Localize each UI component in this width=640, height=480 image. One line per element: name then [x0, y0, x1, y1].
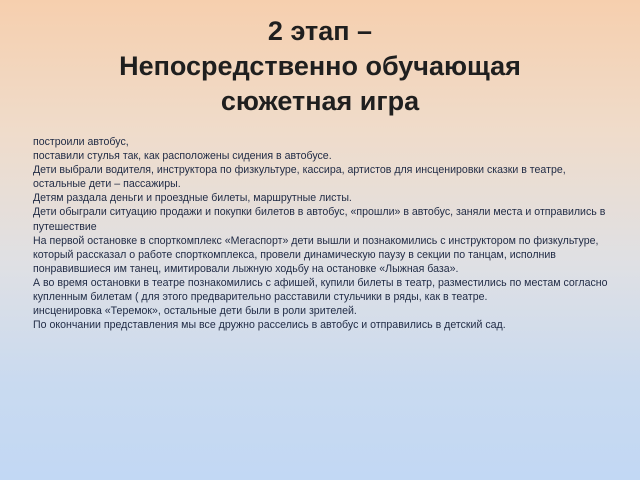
paragraph: На первой остановке в спорткомплекс «Мегаспорт» дети вышли и познакомились с инструктором по физкультуре, который рассказал о работе спорткомплекса, провели динамическую паузу в секции по танцам, исполнив понравившиеся им танец, имитировали лыжную ходьбу на остановке «Лыжная база».	[33, 234, 599, 275]
paragraph: А во время остановки в театре познакомились с афишей, купили билеты в театр, разместились по местам согласно купленным билетам ( для этого предварительно расставили стульчики в ряды, как в театре.	[33, 276, 608, 304]
title-line-2: Непосредственно обучающая	[119, 51, 521, 81]
paragraph: Дети выбрали водителя, инструктора по физкультуре, кассира, артистов для инсценировки сказки в театре, остальные дети – пассажиры.	[33, 164, 566, 191]
slide-title	[0, 14, 640, 119]
paragraph: По окончании представления мы все дружно расселись в автобус и отправились в детский сад.	[33, 319, 506, 332]
slide-body	[33, 135, 613, 332]
paragraph: Дети обыграли ситуацию продажи и покупки билетов в автобус, «прошли» в автобус, заняли места и отправились в путешествие	[33, 206, 606, 233]
paragraph: поставили стулья так, как расположены сидения в автобусе.	[33, 150, 332, 163]
paragraph: инсценировка «Теремок», остальные дети были в роли зрителей.	[33, 305, 357, 318]
paragraph: построили автобус,	[33, 136, 129, 148]
title-line-1: 2 этап –	[267, 16, 373, 46]
title-line-3: сюжетная игра	[220, 86, 420, 116]
paragraph: Детям раздала деньги и проездные билеты, маршрутные листы.	[33, 192, 352, 205]
